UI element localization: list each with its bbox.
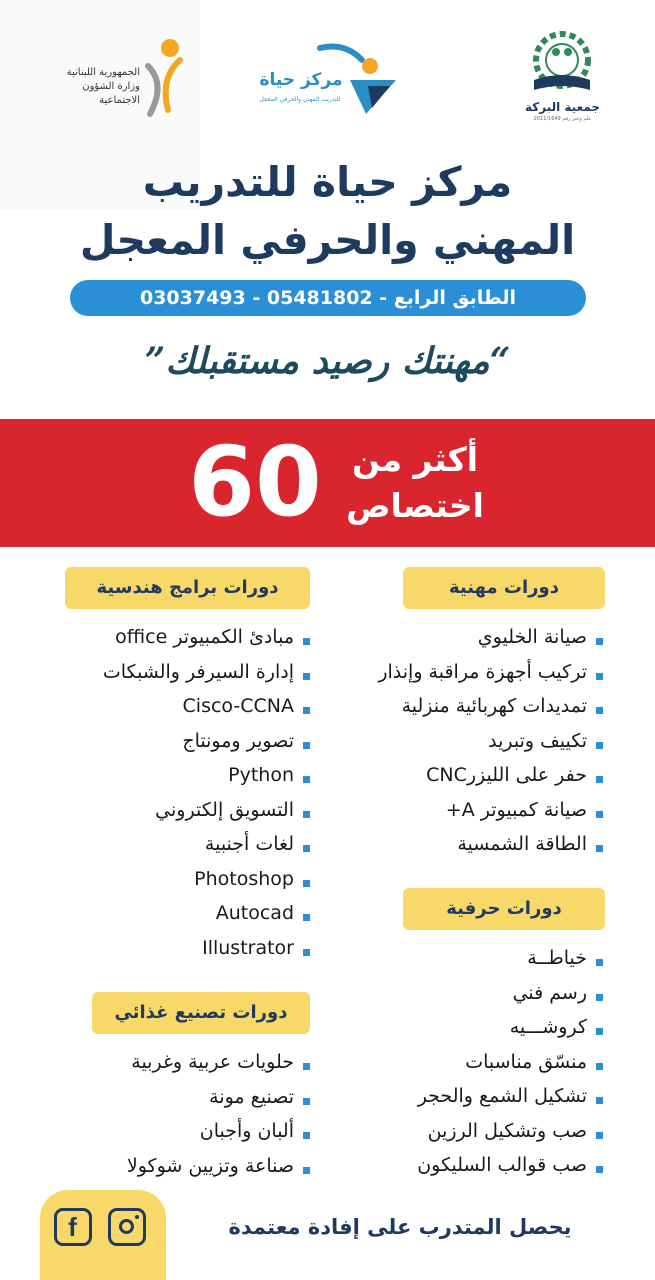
course-item	[40, 724, 310, 759]
course-label: Cisco-CCNA	[182, 695, 294, 717]
bullet-icon	[596, 707, 603, 714]
course-item	[323, 941, 603, 976]
bullet-icon	[596, 811, 603, 818]
bullet-icon	[303, 707, 310, 714]
ministry-line-2: وزارة الشؤون الاجتماعية	[82, 81, 140, 106]
bullet-icon	[303, 673, 310, 680]
ministry-line-1: الجمهورية اللبنانية	[66, 67, 140, 78]
banner-text-line-2: اختصاص	[346, 486, 484, 525]
course-item	[323, 1148, 603, 1183]
course-item	[40, 931, 310, 966]
baraka-logo-subtitle: علم وخبر رقم 2011/1649	[533, 116, 592, 122]
section-title-engineering: دورات برامج هندسية	[65, 567, 310, 609]
course-label: خياطــة	[527, 947, 587, 969]
course-item	[323, 1010, 603, 1045]
bullet-icon	[303, 880, 310, 887]
course-item	[323, 827, 603, 862]
course-label: تصنيع مونة	[209, 1085, 294, 1108]
bullet-icon	[303, 1063, 310, 1070]
course-item	[323, 758, 603, 793]
bullet-icon	[596, 959, 603, 966]
course-item	[323, 1114, 603, 1149]
course-item	[40, 896, 310, 931]
course-label: الطاقة الشمسية	[457, 833, 587, 855]
ministry-logo-text	[40, 66, 140, 108]
bullet-icon	[303, 1098, 310, 1105]
course-item	[323, 976, 603, 1011]
bullet-icon	[303, 845, 310, 852]
course-item	[40, 1045, 310, 1080]
course-item	[323, 1079, 603, 1114]
course-item	[40, 827, 310, 862]
bullet-icon	[303, 638, 310, 645]
course-item	[323, 724, 603, 759]
course-item	[40, 1149, 310, 1184]
course-label: صب وتشكيل الرزين	[427, 1119, 587, 1142]
section-title-vocational: دورات مهنية	[403, 567, 605, 609]
bullet-icon	[303, 914, 310, 921]
course-label: صيانة الخليوي	[477, 626, 587, 648]
course-item	[323, 793, 603, 828]
course-label: تشكيل الشمع والحجر	[417, 1085, 587, 1107]
course-label: Photoshop	[194, 867, 294, 890]
facebook-icon[interactable]: f	[54, 1208, 92, 1246]
course-label: منسّق مناسبات	[465, 1050, 587, 1073]
bullet-icon	[596, 994, 603, 1001]
instagram-icon[interactable]	[108, 1208, 146, 1246]
course-item	[40, 793, 310, 828]
slogan: “مهنتك رصيد مستقبلك”	[144, 340, 511, 382]
bullet-icon	[596, 1166, 603, 1173]
course-label: تركيب أجهزة مراقبة وإنذار	[378, 660, 587, 683]
course-item	[40, 1080, 310, 1115]
baraka-association-logo-icon	[522, 30, 602, 100]
course-item	[40, 758, 310, 793]
course-item	[40, 620, 310, 655]
course-label: حفر على الليزرCNC	[426, 764, 587, 786]
crafts-course-list	[323, 941, 603, 1183]
course-label: رسم فني	[512, 981, 587, 1004]
bullet-icon	[596, 845, 603, 852]
certificate-note: يحصل المتدرب على إفادة معتمدة	[228, 1215, 572, 1239]
bullet-icon	[303, 1132, 310, 1139]
bullet-icon	[596, 638, 603, 645]
course-label: ألبان وأجبان	[199, 1120, 294, 1142]
bullet-icon	[596, 1028, 603, 1035]
bullet-icon	[303, 742, 310, 749]
course-item	[323, 620, 603, 655]
engineering-course-list	[40, 620, 310, 965]
ministry-logo-icon	[140, 38, 188, 118]
course-label: التسويق إلكتروني	[155, 798, 294, 821]
bullet-icon	[596, 673, 603, 680]
course-label: صناعة وتزيين شوكولا	[126, 1154, 294, 1177]
section-title-crafts: دورات حرفية	[403, 888, 605, 930]
course-label: صب قوالب السليكون	[417, 1154, 587, 1176]
bullet-icon	[596, 1132, 603, 1139]
bullet-icon	[596, 742, 603, 749]
bullet-icon	[596, 1063, 603, 1070]
course-label: مبادئ الكمبيوتر office	[115, 626, 294, 648]
course-item	[40, 1114, 310, 1149]
main-title-line-2: المهني والحرفي المعجل	[79, 216, 576, 264]
specialties-count: 60	[188, 426, 322, 538]
hayat-logo-name: مركز حياة	[259, 70, 343, 90]
baraka-logo-name: جمعية البركة	[524, 100, 601, 114]
bullet-icon	[303, 776, 310, 783]
vocational-course-list	[323, 620, 603, 862]
course-label: تكييف وتبريد	[488, 729, 587, 752]
bullet-icon	[303, 811, 310, 818]
hayat-logo-subtitle: للتدريب المهني والحرفي المعجل	[259, 96, 341, 103]
course-item	[40, 655, 310, 690]
course-label: Autocad	[215, 902, 294, 924]
course-label: لغات أجنبية	[204, 833, 294, 855]
course-label: تمديدات كهربائية منزلية	[401, 695, 587, 717]
course-label: كروشـــيه	[509, 1016, 587, 1038]
bullet-icon	[596, 776, 603, 783]
contact-pill: الطابق الرابع - 05481802 - 03037493	[70, 280, 586, 316]
course-item	[323, 1045, 603, 1080]
main-title-line-1: مركز حياة للتدريب	[142, 158, 513, 206]
course-item	[323, 689, 603, 724]
food-course-list	[40, 1045, 310, 1183]
course-label: إدارة السيرفر والشبكات	[102, 660, 294, 683]
course-label: Illustrator	[202, 936, 294, 959]
bullet-icon	[303, 1167, 310, 1174]
course-label: صيانة كمبيوتر A+	[445, 798, 587, 821]
course-label: تصوير ومونتاج	[182, 729, 294, 752]
course-item	[40, 862, 310, 897]
banner-text-line-1: أكثر من	[351, 440, 479, 479]
bullet-icon	[303, 949, 310, 956]
course-label: حلويات عربية وغربية	[131, 1051, 294, 1073]
course-label: Python	[228, 764, 294, 786]
section-title-food: دورات تصنيع غذائي	[92, 992, 310, 1034]
course-item	[323, 655, 603, 690]
course-item	[40, 689, 310, 724]
bullet-icon	[596, 1097, 603, 1104]
